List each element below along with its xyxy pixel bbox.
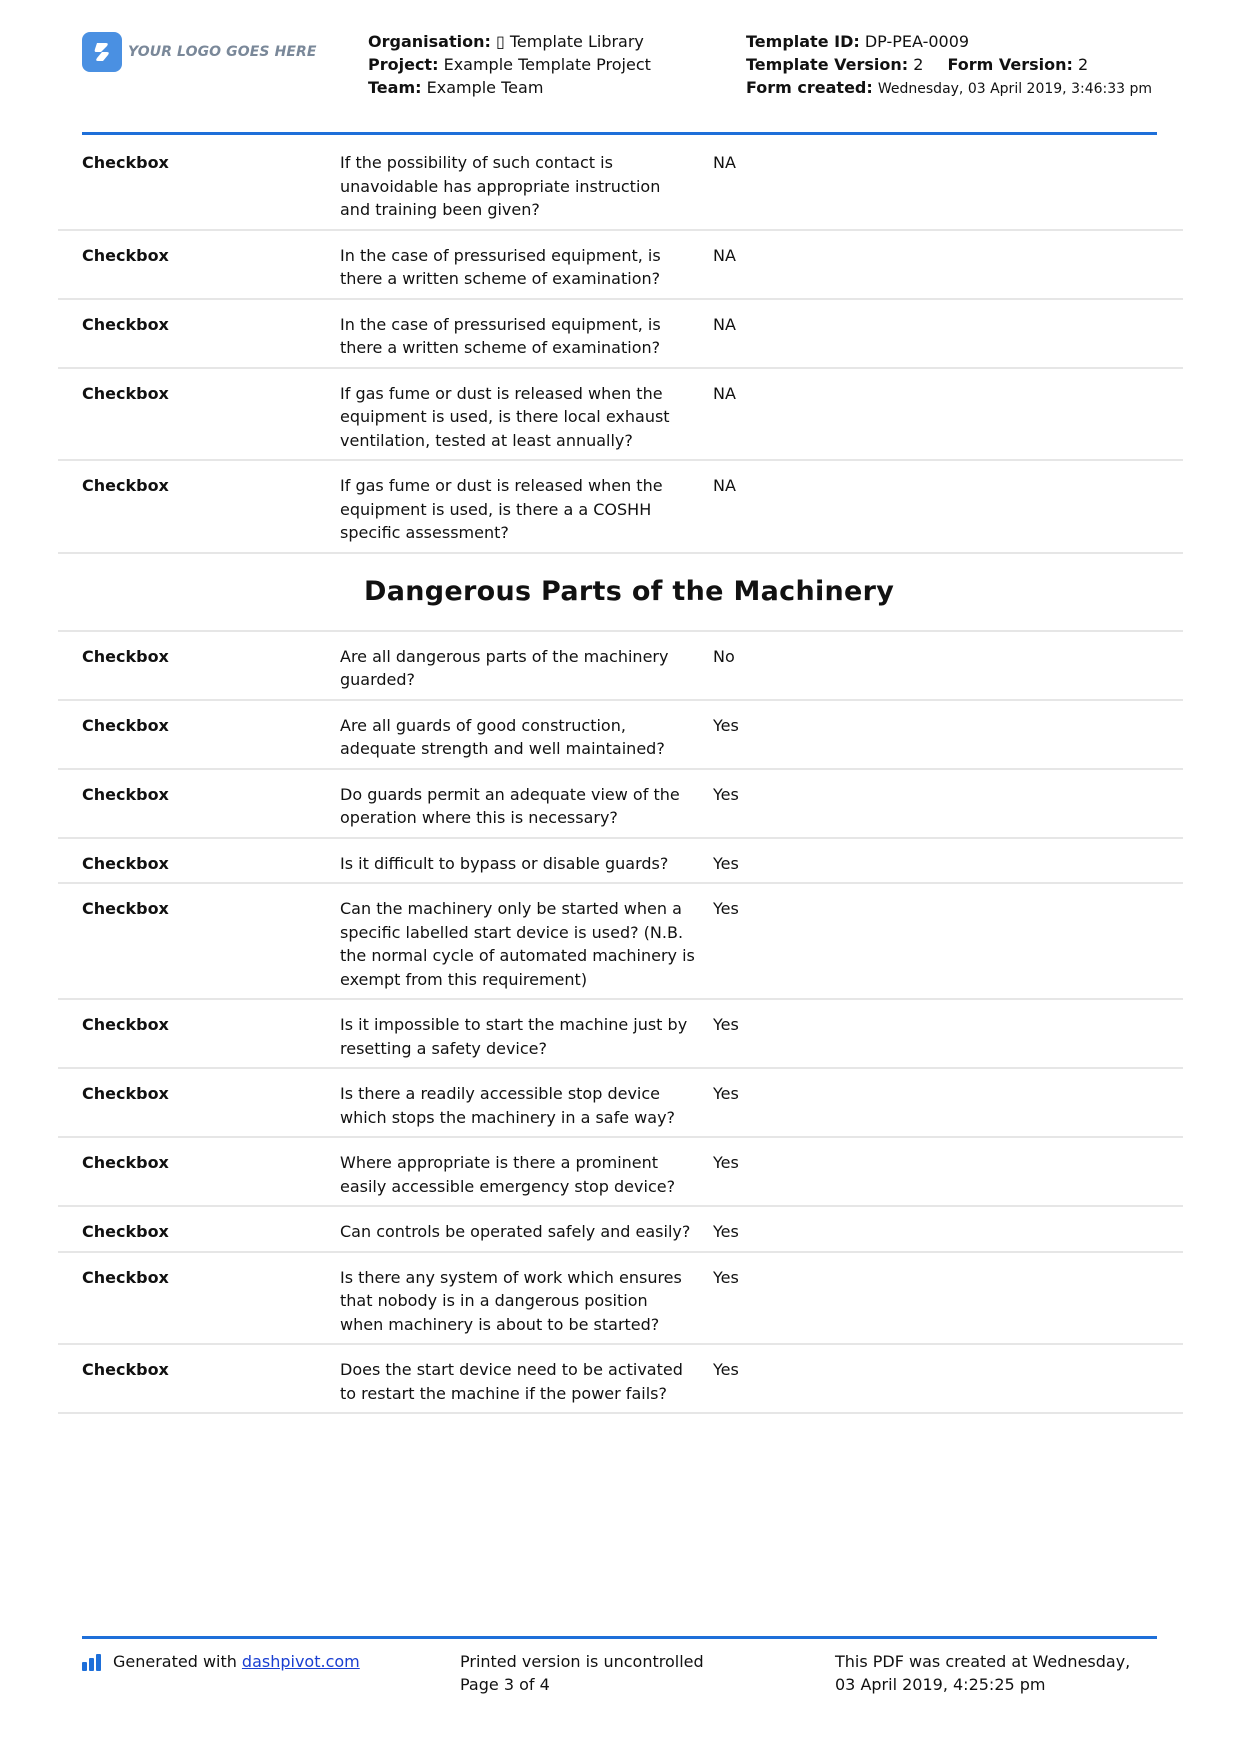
- dashpivot-link[interactable]: dashpivot.com: [241, 1652, 360, 1671]
- answer-value: Yes: [713, 715, 739, 735]
- table-row: [58, 369, 1183, 462]
- question-text: Is it difficult to bypass or disable guards?: [340, 853, 669, 873]
- generated-with: [82, 1650, 360, 1673]
- field-type: Checkbox: [82, 853, 169, 873]
- question-text: Does the start device need to be activated to restart the machine if the power fails?: [340, 1360, 683, 1403]
- answer-value: Yes: [713, 1153, 739, 1172]
- logo-text: YOUR LOGO GOES HERE: [128, 44, 317, 60]
- table-row: [58, 461, 1183, 554]
- form-version-label: Form Version:: [947, 55, 1073, 74]
- dashpivot-bars-icon: [82, 1653, 103, 1671]
- checklist-rows-group-1: [58, 138, 1183, 554]
- question-text: Is there any system of work which ensures that nobody is in a dangerous position when machinery is about to be started?: [340, 1267, 682, 1334]
- organisation-icon: ▯: [495, 32, 505, 51]
- answer-value: Yes: [713, 1267, 739, 1287]
- answer-value: NA: [713, 383, 736, 403]
- field-type: Checkbox: [82, 646, 169, 666]
- organisation-label: Organisation:: [368, 32, 491, 51]
- answer-value: NA: [713, 153, 736, 172]
- field-type: Checkbox: [82, 784, 169, 804]
- form-created-label: Form created:: [746, 78, 873, 97]
- question-text: Can controls be operated safely and easily?: [340, 1222, 691, 1241]
- field-type: Checkbox: [82, 1267, 169, 1287]
- field-type: Checkbox: [82, 1153, 169, 1172]
- question-text: Are all dangerous parts of the machinery guarded?: [340, 646, 669, 689]
- table-row: [58, 1207, 1183, 1253]
- answer-value: NA: [713, 314, 736, 334]
- template-id-label: Template ID:: [746, 32, 860, 51]
- field-type: Checkbox: [82, 1222, 169, 1241]
- table-row: [58, 231, 1183, 300]
- answer-value: No: [713, 646, 735, 666]
- question-text: If the possibility of such contact is unavoidable has appropriate instruction and training been given?: [340, 153, 661, 219]
- checklist-table: [58, 138, 1183, 1414]
- table-row: [58, 1253, 1183, 1346]
- team-label: Team:: [368, 78, 422, 97]
- table-row: [58, 1000, 1183, 1069]
- question-text: Is it impossible to start the machine just by resetting a safety device?: [340, 1015, 688, 1058]
- page-header: [82, 30, 1157, 134]
- project-label: Project:: [368, 55, 439, 74]
- answer-value: NA: [713, 245, 736, 265]
- table-row: [58, 770, 1183, 839]
- field-type: Checkbox: [82, 899, 169, 918]
- question-text: If gas fume or dust is released when the equipment is used, is there local exhaust ventilation, tested at least annually?: [340, 383, 670, 450]
- answer-value: Yes: [713, 784, 739, 804]
- table-row: [58, 632, 1183, 701]
- logo-icon: [82, 32, 122, 72]
- section-header: [58, 554, 1183, 632]
- answer-value: Yes: [713, 1015, 739, 1034]
- section-title: Dangerous Parts of the Machinery: [364, 576, 895, 607]
- table-row: [58, 884, 1183, 1000]
- answer-value: Yes: [713, 1222, 739, 1241]
- field-type: Checkbox: [82, 314, 169, 334]
- field-type: Checkbox: [82, 715, 169, 735]
- question-text: Can the machinery only be started when a specific labelled start device is used? (N.B. the normal cycle of automated machinery is exempt from this requirement): [340, 899, 695, 989]
- answer-value: NA: [713, 476, 736, 495]
- footer-divider: [82, 1636, 1157, 1639]
- project-value: Example Template Project: [443, 55, 651, 74]
- table-row: [58, 1069, 1183, 1138]
- template-version-label: Template Version:: [746, 55, 909, 74]
- pdf-created-at: This PDF was created at Wednesday, 03 April 2019, 4:25:25 pm: [835, 1652, 1131, 1694]
- organisation-value: Template Library: [509, 32, 644, 51]
- answer-value: Yes: [713, 853, 739, 873]
- company-logo: [82, 32, 317, 72]
- answer-value: Yes: [713, 1084, 739, 1103]
- question-text: If gas fume or dust is released when the equipment is used, is there a a COSHH specific assessment?: [340, 476, 663, 542]
- team-value: Example Team: [426, 78, 544, 97]
- question-text: Do guards permit an adequate view of the operation where this is necessary?: [340, 784, 680, 827]
- answer-value: Yes: [713, 899, 739, 918]
- question-text: In the case of pressurised equipment, is there a written scheme of examination?: [340, 245, 661, 288]
- print-status: [460, 1650, 760, 1696]
- checklist-rows-group-2: [58, 632, 1183, 1415]
- field-type: Checkbox: [82, 383, 169, 403]
- generated-prefix: Generated with: [113, 1652, 237, 1671]
- table-row: [58, 701, 1183, 770]
- field-type: Checkbox: [82, 245, 169, 265]
- table-row: [58, 1345, 1183, 1414]
- template-info: [746, 30, 1156, 101]
- page-number: Page 3 of 4: [460, 1675, 550, 1694]
- uncontrolled-note: Printed version is uncontrolled: [460, 1652, 704, 1671]
- table-row: [58, 300, 1183, 369]
- field-type: Checkbox: [82, 1015, 169, 1034]
- question-text: Where appropriate is there a prominent easily accessible emergency stop device?: [340, 1153, 676, 1196]
- question-text: Is there a readily accessible stop device which stops the machinery in a safe way?: [340, 1084, 676, 1127]
- table-row: [58, 138, 1183, 231]
- template-version-value: 2: [913, 55, 924, 74]
- table-row: [58, 1138, 1183, 1207]
- question-text: In the case of pressurised equipment, is there a written scheme of examination?: [340, 314, 661, 357]
- answer-value: Yes: [713, 1360, 739, 1379]
- form-version-value: 2: [1077, 55, 1089, 74]
- form-created-value: Wednesday, 03 April 2019, 3:46:33 pm: [877, 81, 1153, 97]
- header-divider: [82, 132, 1157, 135]
- template-id-value: DP-PEA-0009: [864, 32, 970, 51]
- organisation-info: [368, 30, 728, 99]
- question-text: Are all guards of good construction, adequate strength and well maintained?: [340, 715, 665, 758]
- field-type: Checkbox: [82, 476, 169, 495]
- table-row: [58, 839, 1183, 885]
- field-type: Checkbox: [82, 1084, 169, 1103]
- field-type: Checkbox: [82, 153, 169, 172]
- field-type: Checkbox: [82, 1360, 169, 1379]
